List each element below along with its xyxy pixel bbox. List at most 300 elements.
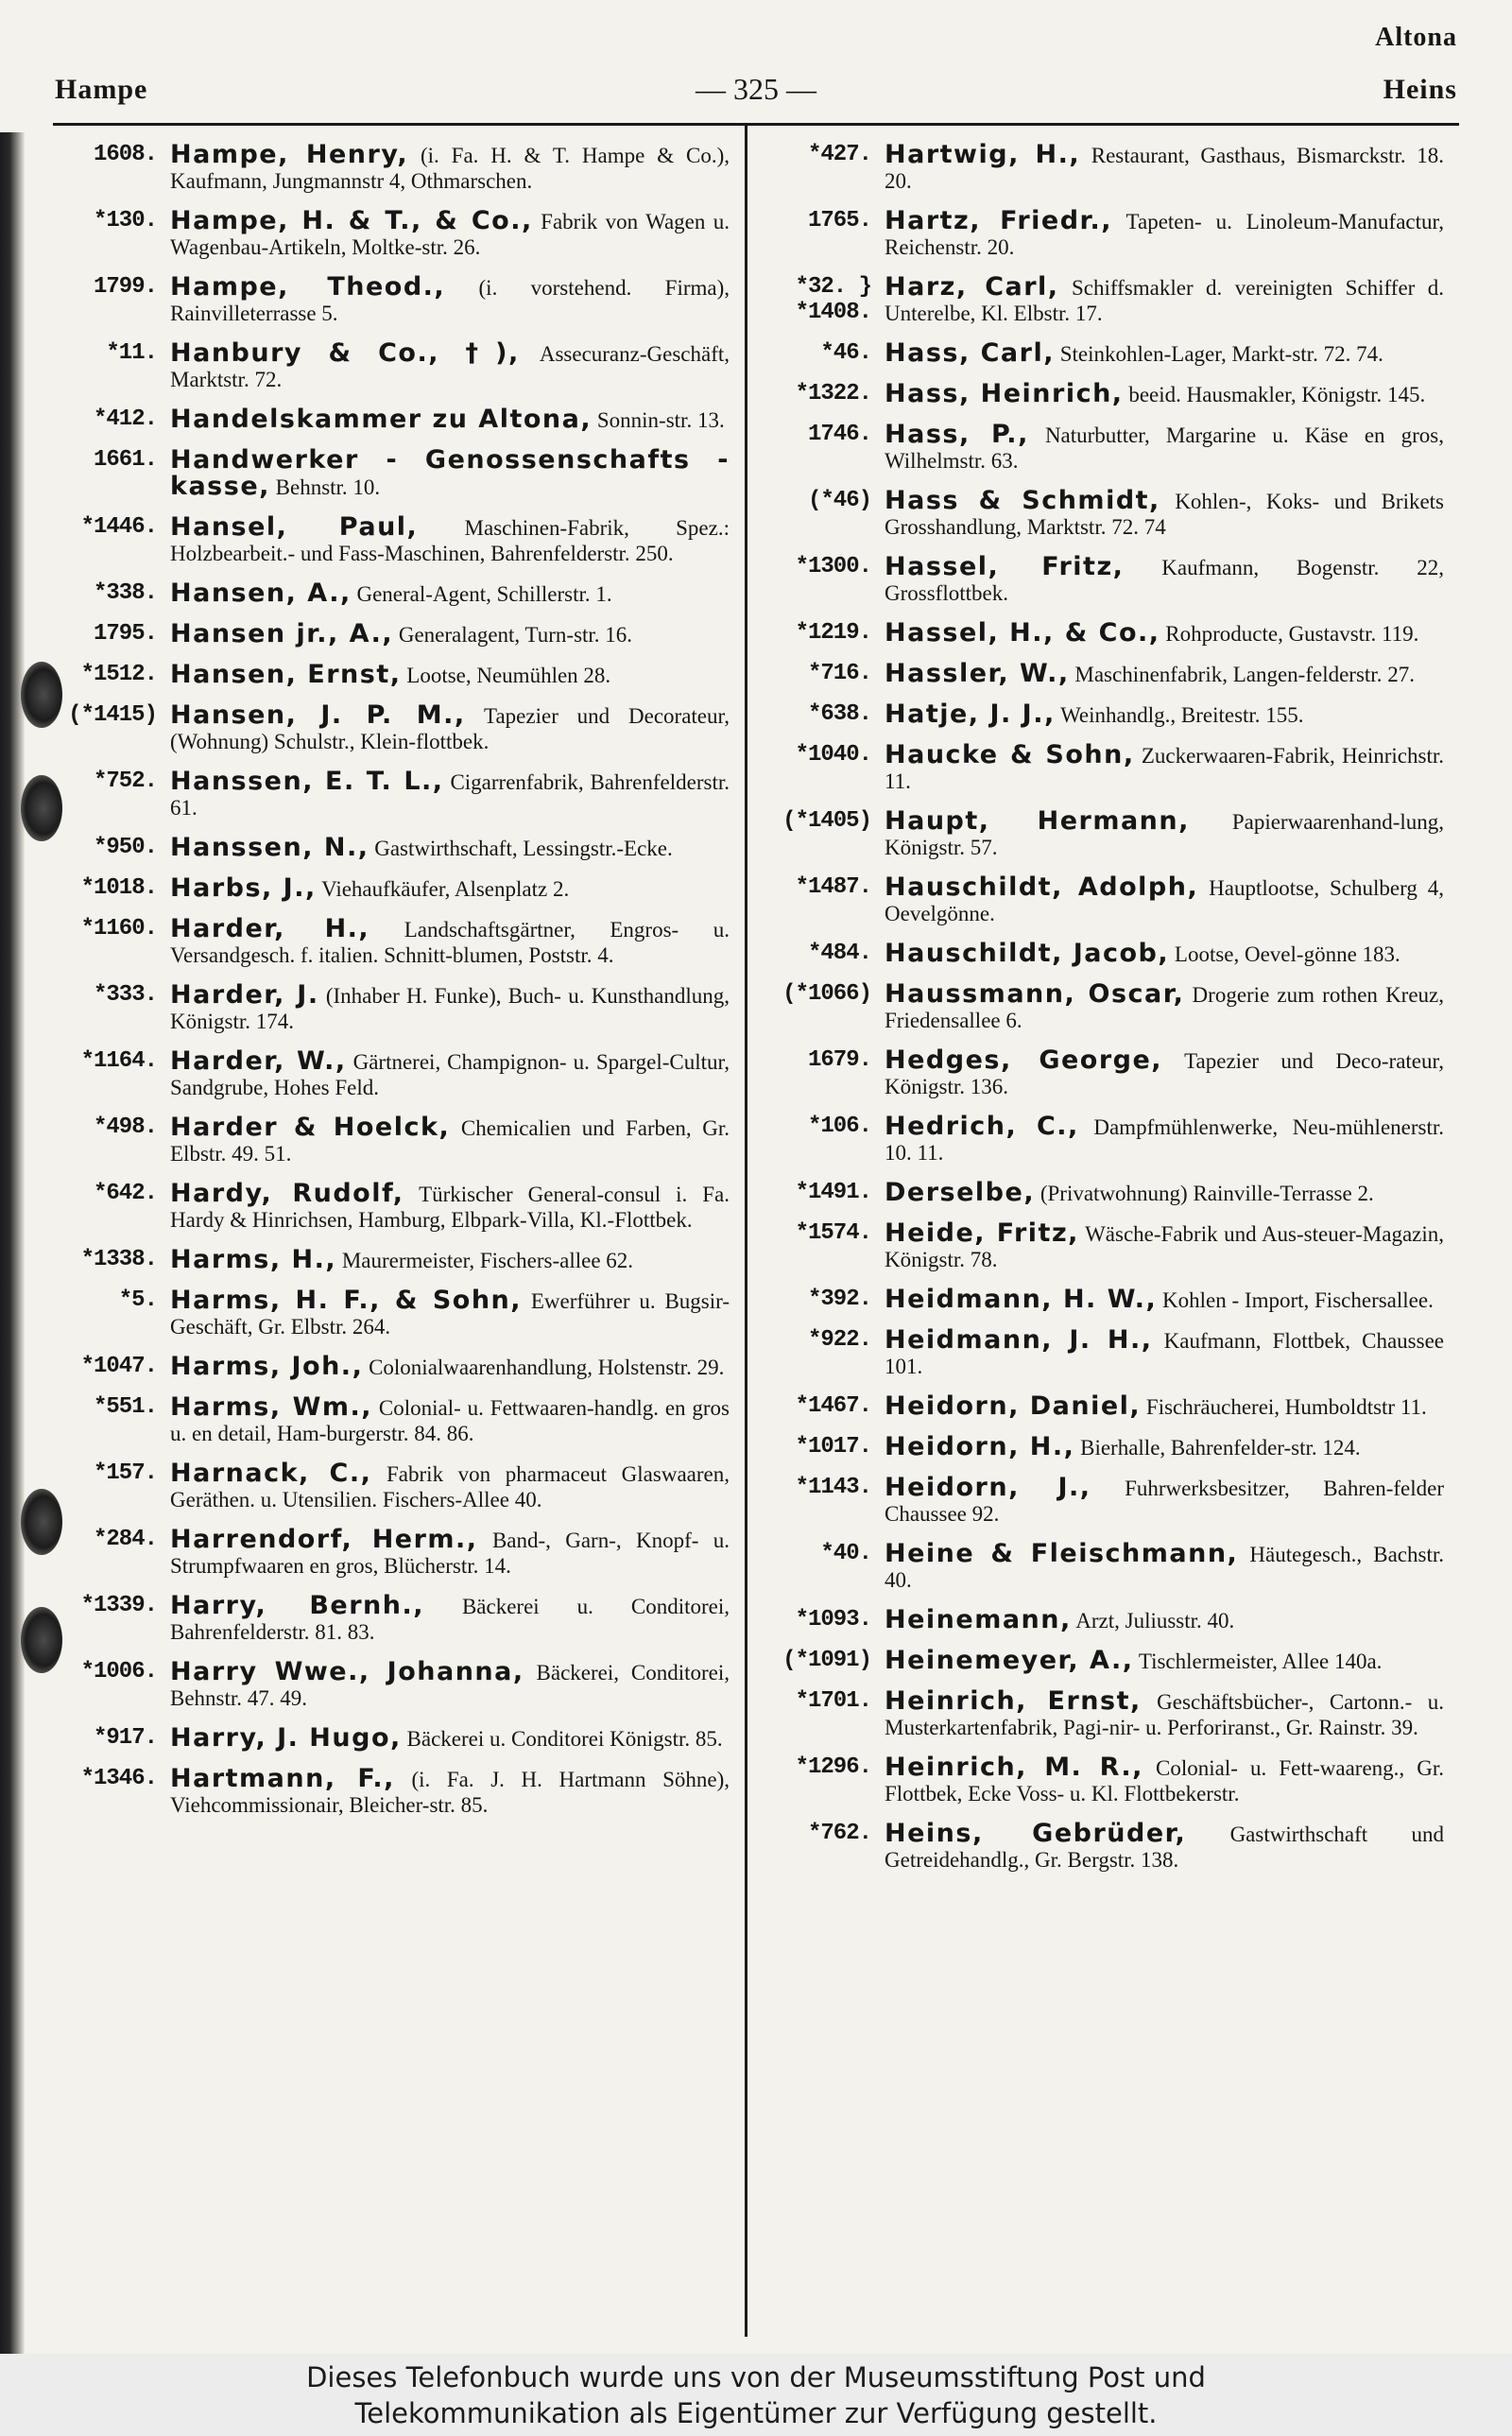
- entry-text: [170, 662, 730, 688]
- subscriber-name: Handelskammer zu Altona,: [170, 405, 593, 434]
- phone-number: *716.: [807, 661, 871, 686]
- phone-number: *762.: [807, 1821, 871, 1846]
- phone-number: *1512.: [80, 662, 157, 687]
- subscriber-name: Hampe, Theod.,: [170, 272, 446, 302]
- entry-text: [885, 1393, 1444, 1420]
- entry-text: [170, 1527, 730, 1579]
- subscriber-name: Hassel, Fritz,: [885, 552, 1125, 581]
- directory-entry: [773, 142, 1444, 194]
- directory-entry: [59, 406, 730, 433]
- directory-entry: [59, 916, 730, 968]
- subscriber-details: Fuhrwerksbesitzer, Bahren-felder Chaussee 92.: [885, 1477, 1445, 1526]
- subscriber-details: Fabrik von pharmaceut Glaswaaren, Geräthen. u. Utensilien. Fischers-Allee 40.: [170, 1462, 730, 1512]
- subscriber-name: Heins, Gebrüder,: [885, 1819, 1187, 1848]
- subscriber-details: (i. Fa. H. & T. Hampe & Co.), Kaufmann, Jungmannstr 4, Othmarschen.: [170, 144, 730, 193]
- subscriber-name: Harder & Hoelck,: [170, 1113, 451, 1142]
- phone-number: *917.: [93, 1725, 157, 1751]
- phone-number: *1300.: [795, 554, 871, 579]
- phone-number: 1679.: [807, 1047, 871, 1073]
- directory-entry: [773, 340, 1444, 367]
- entry-text: [885, 661, 1444, 687]
- entry-text: [170, 340, 730, 392]
- directory-entry: [59, 1247, 730, 1273]
- subscriber-name: Hansen, Ernst,: [170, 660, 402, 689]
- directory-entry: [773, 701, 1444, 728]
- entry-text: [885, 422, 1444, 474]
- directory-entry: [773, 1287, 1444, 1313]
- entry-text: [170, 875, 730, 902]
- subscriber-details: Häutegesch., Bachstr. 40.: [885, 1543, 1444, 1592]
- directory-entry: [773, 874, 1444, 926]
- directory-entry: [59, 580, 730, 607]
- subscriber-name: Heine & Fleischmann,: [885, 1539, 1239, 1568]
- phone-number: *392.: [807, 1287, 871, 1312]
- entry-text: [170, 1048, 730, 1100]
- binding-hole: [21, 775, 62, 841]
- subscriber-details: Kaufmann, Bogenstr. 22, Grossflottbek.: [885, 556, 1444, 605]
- subscriber-name: Hansel, Paul,: [170, 512, 419, 542]
- phone-number: (*46): [807, 488, 871, 513]
- subscriber-details: Naturbutter, Margarine u. Käse en gros, Wilhelmstr. 63.: [885, 423, 1444, 473]
- directory-entry: [59, 1460, 730, 1512]
- subscriber-details: beeid. Hausmakler, Königstr. 145.: [1128, 383, 1426, 406]
- phone-number: *1296.: [795, 1754, 871, 1780]
- subscriber-details: Tapezier und Deco-rateur, Königstr. 136.: [885, 1049, 1444, 1098]
- subscriber-details: Generalagent, Turn-str. 16.: [398, 623, 633, 647]
- binding-hole: [21, 662, 62, 728]
- entry-text: [170, 514, 730, 566]
- entry-text: [170, 1114, 730, 1166]
- subscriber-details: Gastwirthschaft, Lessingstr.-Ecke.: [374, 837, 673, 860]
- directory-entry: [773, 981, 1444, 1033]
- subscriber-details: Tapezier und Decorateur, (Wohnung) Schulstr., Klein-flottbek.: [170, 704, 730, 753]
- subscriber-name: Harms, H.,: [170, 1245, 337, 1274]
- subscriber-name: Handwerker - Genossenschafts - kasse,: [170, 445, 730, 501]
- subscriber-details: Colonialwaarenhandlung, Holstenstr. 29.: [369, 1356, 725, 1379]
- directory-entry: [773, 1754, 1444, 1806]
- footer-line-1: Dieses Telefonbuch wurde uns von der Museumsstiftung Post und: [306, 2361, 1206, 2393]
- entry-text: [885, 1180, 1444, 1206]
- entry-text: [170, 274, 730, 326]
- directory-entry: [59, 1354, 730, 1380]
- subscriber-name: Harrendorf, Herm.,: [170, 1525, 478, 1554]
- directory-entry: [59, 142, 730, 194]
- entry-text: [170, 1287, 730, 1339]
- entry-text: [885, 1821, 1444, 1873]
- entry-text: [885, 208, 1444, 260]
- entry-text: [885, 1475, 1444, 1527]
- directory-entry: [773, 1180, 1444, 1206]
- subscriber-name: Hass, Carl,: [885, 338, 1055, 368]
- subscriber-name: Haussmann, Oscar,: [885, 979, 1185, 1009]
- entry-text: [170, 621, 730, 648]
- subscriber-details: Cigarrenfabrik, Bahrenfelderstr. 61.: [170, 770, 730, 820]
- subscriber-name: Hauschildt, Adolph,: [885, 872, 1199, 902]
- subscriber-name: Derselbe,: [885, 1178, 1036, 1207]
- subscriber-details: Sonnin-str. 13.: [596, 408, 725, 432]
- subscriber-name: Heidorn, J.,: [885, 1473, 1091, 1502]
- subscriber-name: Hartmann, F.,: [170, 1764, 395, 1793]
- subscriber-details: Viehaufkäufer, Alsenplatz 2.: [321, 877, 570, 901]
- subscriber-details: Lootse, Neumühlen 28.: [406, 664, 611, 687]
- subscriber-details: Bäckerei, Conditorei, Behnstr. 47. 49.: [170, 1661, 730, 1710]
- subscriber-details: (i. vorstehend. Firma), Rainvilleterrasse 5.: [170, 276, 730, 325]
- directory-entry: [773, 488, 1444, 540]
- subscriber-details: Dampfmühlenwerke, Neu-mühlenerstr. 10. 11.: [885, 1115, 1445, 1165]
- subscriber-details: Bierhalle, Bahrenfelder-str. 124.: [1080, 1436, 1361, 1460]
- directory-entry: [773, 1434, 1444, 1460]
- subscriber-name: Hanssen, E. T. L.,: [170, 767, 444, 796]
- subscriber-details: Chemicalien und Farben, Gr. Elbstr. 49. 51.: [170, 1116, 730, 1166]
- subscriber-details: Steinkohlen-Lager, Markt-str. 72. 74.: [1059, 342, 1383, 366]
- phone-number: *338.: [93, 580, 157, 606]
- directory-entry: [59, 769, 730, 821]
- phone-number: *1701.: [795, 1688, 871, 1714]
- subscriber-name: Harry, Bernh.,: [170, 1591, 424, 1620]
- phone-number: 1799.: [93, 274, 157, 300]
- entry-text: [885, 1327, 1444, 1379]
- subscriber-details: Tischlermeister, Allee 140a.: [1138, 1650, 1383, 1673]
- subscriber-name: Hartwig, H.,: [885, 140, 1081, 169]
- phone-number: *1219.: [795, 620, 871, 646]
- phone-number: 1765.: [807, 208, 871, 233]
- directory-entry: [59, 662, 730, 688]
- phone-number: *1018.: [80, 875, 157, 901]
- phone-number: *642.: [93, 1181, 157, 1206]
- subscriber-details: Schiffsmakler d. vereinigten Schiffer d. Unterelbe, Kl. Elbstr. 17.: [885, 276, 1445, 325]
- entry-text: [170, 702, 730, 754]
- entry-text: [885, 1754, 1444, 1806]
- directory-entry: [59, 514, 730, 566]
- phone-number: *1006.: [80, 1659, 157, 1684]
- footer: [0, 2354, 1512, 2436]
- subscriber-name: Harms, Joh.,: [170, 1352, 364, 1381]
- entry-text: [170, 835, 730, 861]
- phone-number: *427.: [807, 142, 871, 167]
- entry-text: [885, 1114, 1444, 1166]
- directory-entry: [59, 208, 730, 260]
- phone-number: 1795.: [93, 621, 157, 647]
- subscriber-details: Drogerie zum rothen Kreuz, Friedensallee 6.: [885, 983, 1445, 1032]
- subscriber-name: Harnack, C.,: [170, 1459, 372, 1488]
- subscriber-name: Hartz, Friedr.,: [885, 206, 1113, 235]
- book-binding-edge: [0, 132, 25, 2354]
- subscriber-details: Band-, Garn-, Knopf- u. Strumpfwaaren en gros, Blücherstr. 14.: [170, 1529, 730, 1578]
- directory-entry: [59, 702, 730, 754]
- subscriber-name: Hedrich, C.,: [885, 1112, 1079, 1141]
- entry-text: [170, 1659, 730, 1711]
- phone-number: *412.: [93, 406, 157, 432]
- directory-entry: [773, 1475, 1444, 1527]
- entry-text: [170, 1460, 730, 1512]
- left-column: [59, 142, 730, 1832]
- phone-number: *32. } *1408.: [795, 274, 871, 325]
- subscriber-name: Hampe, H. & T., & Co.,: [170, 206, 533, 235]
- phone-number: *638.: [807, 701, 871, 727]
- subscriber-name: Hanbury & Co., †),: [170, 338, 520, 368]
- subscriber-details: Fabrik von Wagen u. Wagenbau-Artikeln, Moltke-str. 26.: [170, 210, 730, 259]
- phone-number: (*1091): [782, 1648, 871, 1673]
- directory-entry: [773, 1541, 1444, 1593]
- phone-number: 1661.: [93, 447, 157, 473]
- entry-text: [170, 1394, 730, 1446]
- subscriber-details: Geschäftsbücher-, Cartonn.- u. Musterkartenfabrik, Pagi-nir- u. Perforiranst., Gr. Rainstr. 39.: [885, 1690, 1444, 1739]
- directory-entry: [59, 1659, 730, 1711]
- entry-text: [885, 701, 1444, 728]
- directory-entry: [59, 982, 730, 1034]
- directory-entry: [773, 1220, 1444, 1272]
- phone-number: *1093.: [795, 1607, 871, 1633]
- subscriber-name: Haupt, Hermann,: [885, 806, 1190, 836]
- directory-entry: [773, 554, 1444, 606]
- phone-number: *1467.: [795, 1393, 871, 1419]
- subscriber-details: (Privatwohnung) Rainville-Terrasse 2.: [1040, 1182, 1374, 1205]
- directory-entry: [59, 835, 730, 861]
- subscriber-details: Fischräucherei, Humboldtstr 11.: [1145, 1395, 1427, 1419]
- subscriber-name: Heinrich, Ernst,: [885, 1686, 1142, 1716]
- phone-number: *1346.: [80, 1766, 157, 1791]
- subscriber-name: Hass, P.,: [885, 420, 1029, 449]
- phone-number: *46.: [820, 340, 871, 366]
- directory-entry: [59, 621, 730, 648]
- phone-number: *1338.: [80, 1247, 157, 1272]
- phone-number: *1047.: [80, 1354, 157, 1379]
- subscriber-details: Zuckerwaaren-Fabrik, Heinrichstr. 11.: [885, 744, 1444, 793]
- right-column: [773, 142, 1444, 1887]
- entry-text: [885, 1434, 1444, 1460]
- phone-number: *5.: [118, 1287, 157, 1313]
- entry-text: [170, 982, 730, 1034]
- entry-text: [170, 769, 730, 821]
- subscriber-details: (Inhaber H. Funke), Buch- u. Kunsthandlung, Königstr. 174.: [170, 984, 730, 1033]
- phone-number: *1017.: [795, 1434, 871, 1460]
- entry-text: [170, 1354, 730, 1380]
- subscriber-details: Papierwaarenhand-lung, Königstr. 57.: [885, 810, 1444, 859]
- subscriber-name: Harder, W.,: [170, 1046, 347, 1076]
- subscriber-details: Maschinenfabrik, Langen-felderstr. 27.: [1074, 663, 1415, 686]
- subscriber-name: Hampe, Henry,: [170, 140, 409, 169]
- phone-number: *1040.: [795, 742, 871, 768]
- entry-text: [885, 874, 1444, 926]
- entry-text: [885, 381, 1444, 407]
- phone-number: *551.: [93, 1394, 157, 1420]
- subscriber-name: Hedges, George,: [885, 1045, 1163, 1075]
- subscriber-details: Colonial- u. Fett-waareng., Gr. Flottbek, Ecke Voss- u. Kl. Flottbekerstr.: [885, 1756, 1445, 1805]
- entry-text: [170, 208, 730, 260]
- subscriber-details: Gärtnerei, Champignon- u. Spargel-Cultur, Sandgrube, Hohes Feld.: [170, 1050, 730, 1099]
- phone-number: *130.: [93, 208, 157, 233]
- directory-entry: [773, 381, 1444, 407]
- subscriber-details: Wäsche-Fabrik und Aus-steuer-Magazin, Königstr. 78.: [885, 1222, 1444, 1271]
- subscriber-details: Lootse, Oevel-gönne 183.: [1174, 942, 1400, 966]
- phone-number: *1446.: [80, 514, 157, 540]
- directory-entry: [773, 808, 1444, 860]
- phone-number: *106.: [807, 1114, 871, 1139]
- phone-number: *1487.: [795, 874, 871, 900]
- subscriber-details: Maschinen-Fabrik, Spez.: Holzbearbeit.- und Fass-Maschinen, Bahrenfelderstr. 250.: [170, 516, 730, 565]
- phone-number: *1339.: [80, 1593, 157, 1618]
- subscriber-details: Arzt, Juliusstr. 40.: [1075, 1609, 1235, 1633]
- directory-entry: [773, 1047, 1444, 1099]
- directory-entry: [773, 941, 1444, 967]
- phone-number: 1746.: [807, 422, 871, 447]
- binding-hole: [21, 1489, 62, 1555]
- phone-number: *1164.: [80, 1048, 157, 1074]
- directory-entry: [59, 875, 730, 902]
- phone-number: *752.: [93, 769, 157, 794]
- subscriber-details: Gastwirthschaft und Getreidehandlg., Gr. Bergstr. 138.: [885, 1823, 1444, 1872]
- entry-text: [885, 1607, 1444, 1633]
- directory-entry: [773, 620, 1444, 647]
- directory-entry: [773, 208, 1444, 260]
- subscriber-details: Assecuranz-Geschäft, Marktstr. 72.: [170, 342, 730, 391]
- subscriber-details: General-Agent, Schillerstr. 1.: [356, 582, 612, 606]
- phone-number: *1322.: [795, 381, 871, 406]
- directory-entry: [773, 1688, 1444, 1740]
- entry-text: [170, 1725, 730, 1752]
- entry-text: [885, 340, 1444, 367]
- binding-hole: [21, 1607, 62, 1673]
- entry-text: [885, 488, 1444, 540]
- entry-text: [170, 1766, 730, 1818]
- entry-text: [170, 142, 730, 194]
- entry-text: [885, 941, 1444, 967]
- subscriber-name: Heinemeyer, A.,: [885, 1646, 1134, 1675]
- subscriber-details: Weinhandlg., Breitestr. 155.: [1060, 703, 1304, 727]
- subscriber-details: Landschaftsgärtner, Engros- u. Versandgesch. f. italien. Schnitt-blumen, Poststr. 4.: [170, 918, 730, 967]
- phone-number: *1160.: [80, 916, 157, 942]
- subscriber-name: Heinrich, M. R.,: [885, 1753, 1143, 1782]
- directory-entry: [59, 1593, 730, 1645]
- header-rule: [53, 123, 1459, 126]
- phone-number: *1143.: [795, 1475, 871, 1500]
- subscriber-name: Harry, J. Hugo,: [170, 1723, 402, 1753]
- subscriber-details: Kaufmann, Flottbek, Chaussee 101.: [885, 1329, 1444, 1378]
- subscriber-name: Harder, J.: [170, 980, 319, 1010]
- directory-entry: [773, 1327, 1444, 1379]
- subscriber-name: Heidorn, H.,: [885, 1432, 1075, 1461]
- subscriber-name: Harry Wwe., Johanna,: [170, 1657, 524, 1686]
- subscriber-name: Hatje, J. J.,: [885, 700, 1056, 729]
- directory-entry: [59, 1725, 730, 1752]
- subscriber-details: Tapeten- u. Linoleum-Manufactur, Reichenstr. 20.: [885, 210, 1444, 259]
- directory-entry: [773, 1393, 1444, 1420]
- entry-text: [170, 1593, 730, 1645]
- subscriber-name: Hass & Schmidt,: [885, 486, 1160, 515]
- phone-number: (*1415): [68, 702, 157, 728]
- directory-entry: [59, 340, 730, 392]
- phone-number: *157.: [93, 1460, 157, 1486]
- phone-number: (*1066): [782, 981, 871, 1007]
- entry-text: [885, 554, 1444, 606]
- phone-number: *1491.: [795, 1180, 871, 1205]
- subscriber-details: Behnstr. 10.: [275, 475, 381, 499]
- subscriber-details: Kohlen - Import, Fischersallee.: [1162, 1288, 1434, 1312]
- directory-entry: [773, 1821, 1444, 1873]
- directory-entry: [773, 1114, 1444, 1166]
- right-guide-word: Heins: [1383, 74, 1457, 105]
- subscriber-name: Harms, Wm.,: [170, 1392, 373, 1422]
- subscriber-name: Hass, Heinrich,: [885, 379, 1124, 408]
- column-divider: [745, 125, 747, 2337]
- footer-line-2: Telekommunikation als Eigentümer zur Verfügung gestellt.: [354, 2397, 1158, 2429]
- subscriber-name: Harder, H.,: [170, 914, 370, 943]
- directory-entry: [773, 274, 1444, 326]
- entry-text: [885, 1541, 1444, 1593]
- running-header: [55, 74, 1457, 115]
- subscriber-name: Heidorn, Daniel,: [885, 1391, 1142, 1421]
- directory-entry: [773, 422, 1444, 474]
- subscriber-details: (i. Fa. J. H. Hartmann Söhne), Viehcommissionair, Bleicher-str. 85.: [170, 1768, 730, 1817]
- entry-text: [885, 1688, 1444, 1740]
- directory-entry: [59, 1114, 730, 1166]
- left-guide-word: Hampe: [55, 74, 148, 105]
- phone-number: *484.: [807, 941, 871, 966]
- entry-text: [885, 142, 1444, 194]
- subscriber-name: Heinemann,: [885, 1605, 1072, 1634]
- subscriber-details: Restaurant, Gasthaus, Bismarckstr. 18. 20.: [885, 144, 1444, 193]
- phone-number: *950.: [93, 835, 157, 860]
- phone-number: *333.: [93, 982, 157, 1008]
- phone-number: *284.: [93, 1527, 157, 1552]
- page-number: — 325 —: [696, 72, 816, 106]
- entry-text: [885, 1047, 1444, 1099]
- entry-text: [885, 742, 1444, 794]
- phone-number: *498.: [93, 1114, 157, 1140]
- entry-text: [885, 1220, 1444, 1272]
- directory-entry: [59, 1181, 730, 1233]
- subscriber-name: Hauschildt, Jacob,: [885, 939, 1170, 968]
- entry-text: [885, 981, 1444, 1033]
- directory-entry: [773, 1648, 1444, 1674]
- subscriber-name: Hassel, H., & Co.,: [885, 618, 1160, 648]
- entry-text: [170, 447, 730, 500]
- directory-entry: [773, 742, 1444, 794]
- entry-text: [170, 580, 730, 607]
- footer-note: [0, 2354, 1512, 2431]
- directory-entry: [59, 1287, 730, 1339]
- phone-number: *922.: [807, 1327, 871, 1353]
- subscriber-name: Harms, H. F., & Sohn,: [170, 1286, 523, 1315]
- directory-entry: [59, 1394, 730, 1446]
- subscriber-name: Hassler, W.,: [885, 659, 1070, 688]
- subscriber-details: Rohproducte, Gustavstr. 119.: [1165, 622, 1419, 646]
- subscriber-name: Hansen jr., A.,: [170, 619, 394, 648]
- subscriber-name: Heidmann, J. H.,: [885, 1325, 1153, 1355]
- phone-number: *11.: [106, 340, 157, 366]
- entry-text: [885, 1287, 1444, 1313]
- directory-entry: [773, 1607, 1444, 1633]
- subscriber-details: Türkischer General-consul i. Fa. Hardy & Hinrichsen, Hamburg, Elbpark-Villa, Kl.-Flottbek.: [170, 1183, 730, 1232]
- phone-number: (*1405): [782, 808, 871, 834]
- subscriber-name: Hansen, A.,: [170, 579, 352, 608]
- subscriber-name: Heidmann, H. W.,: [885, 1285, 1158, 1314]
- directory-entry: [773, 661, 1444, 687]
- directory-entry: [59, 1766, 730, 1818]
- subscriber-name: Harz, Carl,: [885, 272, 1059, 302]
- entry-text: [170, 1247, 730, 1273]
- subscriber-name: Harbs, J.,: [170, 873, 317, 903]
- entry-text: [885, 274, 1444, 326]
- phone-number: *40.: [820, 1541, 871, 1566]
- subscriber-name: Hanssen, N.,: [170, 833, 369, 862]
- subscriber-name: Hardy, Rudolf,: [170, 1179, 404, 1208]
- subscriber-details: Ewerführer u. Bugsir-Geschäft, Gr. Elbstr. 264.: [170, 1289, 730, 1339]
- subscriber-details: Kohlen-, Koks- und Brikets Grosshandlung, Marktstr. 72. 74: [885, 490, 1445, 539]
- directory-entry: [59, 1048, 730, 1100]
- subscriber-details: Bäckerei u. Conditorei Königstr. 85.: [406, 1727, 723, 1751]
- entry-text: [885, 808, 1444, 860]
